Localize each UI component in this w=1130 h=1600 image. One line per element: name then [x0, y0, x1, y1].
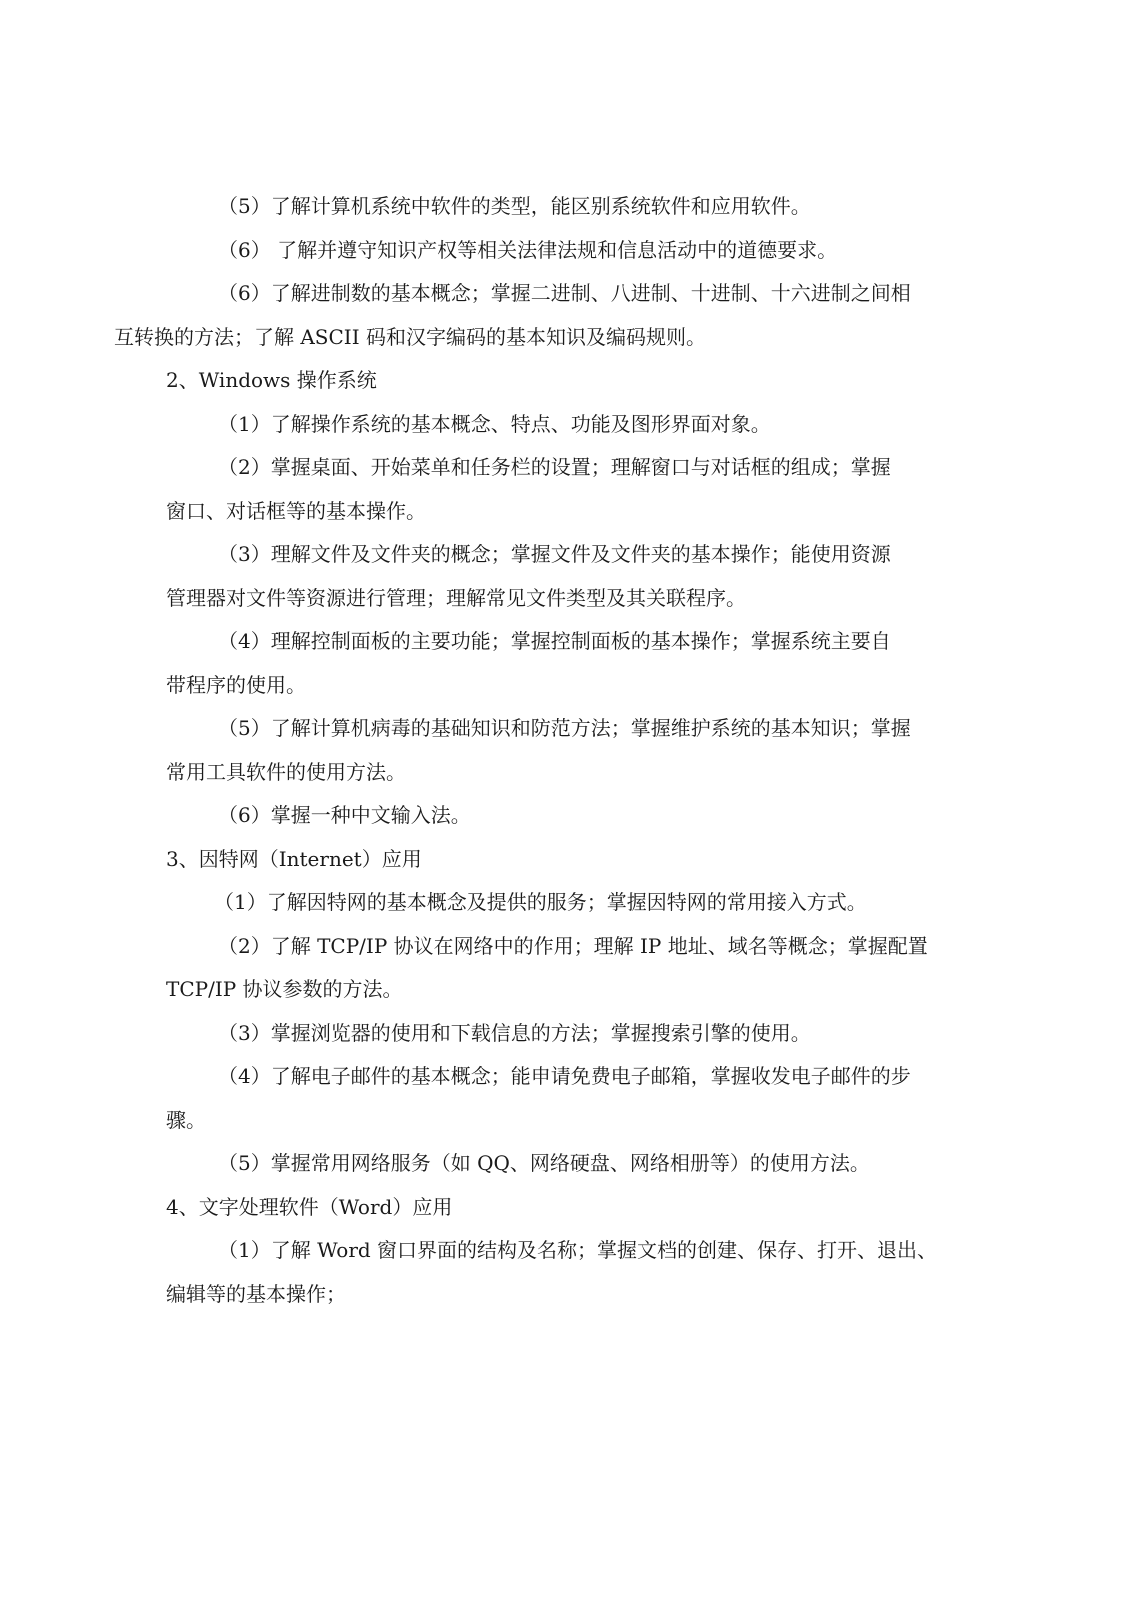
paragraph-line: TCP/IP 协议参数的方法。: [166, 977, 403, 1001]
paragraph-3-1-internet-basics: [166, 881, 966, 925]
paragraph-2-5-virus: [166, 707, 966, 794]
paragraph-line: （6）了解进制数的基本概念；掌握二进制、八进制、十进制、十六进制之间相: [218, 281, 911, 305]
paragraph-3-2-tcpip: [166, 925, 966, 1012]
section-heading-windows: [166, 359, 966, 403]
paragraph-line: （5）了解计算机系统中软件的类型，能区别系统软件和应用软件。: [218, 194, 811, 218]
document-page: [114, 185, 966, 1316]
section-heading-word: [166, 1186, 966, 1230]
paragraph-line: （1）了解 Word 窗口界面的结构及名称；掌握文档的创建、保存、打开、退出、: [218, 1238, 938, 1262]
paragraph-line: （2）掌握桌面、开始菜单和任务栏的设置；理解窗口与对话框的组成；掌握: [218, 455, 891, 479]
paragraph-2-3-files: [166, 533, 966, 620]
paragraph-2-6-input-method: [166, 794, 966, 838]
paragraph-1-6-number-systems: [114, 272, 966, 359]
paragraph-line: （3）掌握浏览器的使用和下载信息的方法；掌握搜索引擎的使用。: [218, 1020, 811, 1045]
paragraph-line: （6） 了解并遵守知识产权等相关法律法规和信息活动中的道德要求。: [218, 237, 838, 262]
paragraph-4-1-word-window: [166, 1229, 966, 1316]
section-heading-internet: [166, 838, 966, 882]
paragraph-line: 常用工具软件的使用方法。: [166, 759, 406, 784]
paragraph-3-3-browser: [166, 1012, 966, 1056]
paragraph-3-5-network-services: [166, 1142, 966, 1186]
paragraph-3-4-email: [166, 1055, 966, 1142]
paragraph-line: （4）了解电子邮件的基本概念；能申请免费电子邮箱，掌握收发电子邮件的步: [218, 1064, 911, 1088]
paragraph-2-1-os-basics: [166, 403, 966, 447]
paragraph-line: （1）了解因特网的基本概念及提供的服务；掌握因特网的常用接入方式。: [214, 890, 867, 914]
paragraph-line: （1）了解操作系统的基本概念、特点、功能及图形界面对象。: [218, 411, 771, 436]
paragraph-line: （6）掌握一种中文输入法。: [218, 803, 471, 827]
paragraph-line: （5）了解计算机病毒的基础知识和防范方法；掌握维护系统的基本知识；掌握: [218, 716, 911, 740]
paragraph-line: （5）掌握常用网络服务（如 QQ、网络硬盘、网络相册等）的使用方法。: [218, 1151, 870, 1175]
paragraph-line: （4）理解控制面板的主要功能；掌握控制面板的基本操作；掌握系统主要自: [218, 629, 891, 653]
paragraph-line: 窗口、对话框等的基本操作。: [166, 498, 426, 523]
paragraph-1-6-ip-law: [166, 229, 966, 273]
paragraph-line: 骤。: [166, 1107, 206, 1132]
paragraph-2-4-control-panel: [166, 620, 966, 707]
paragraph-line: （2）了解 TCP/IP 协议在网络中的作用；理解 IP 地址、域名等概念；掌握配置: [218, 933, 928, 958]
paragraph-line: 管理器对文件等资源进行管理；理解常见文件类型及其关联程序。: [166, 585, 746, 610]
paragraph-1-5-software-types: [166, 185, 966, 229]
heading-text: 4、文字处理软件（Word）应用: [166, 1194, 453, 1219]
paragraph-line: 带程序的使用。: [166, 672, 306, 697]
paragraph-2-2-desktop: [166, 446, 966, 533]
paragraph-line: （3）理解文件及文件夹的概念；掌握文件及文件夹的基本操作；能使用资源: [218, 542, 891, 566]
heading-text: 3、因特网（Internet）应用: [166, 846, 422, 871]
paragraph-line: 编辑等的基本操作；: [166, 1281, 346, 1306]
heading-text: 2、Windows 操作系统: [166, 368, 377, 392]
paragraph-line: 互转换的方法；了解 ASCII 码和汉字编码的基本知识及编码规则。: [114, 324, 706, 349]
